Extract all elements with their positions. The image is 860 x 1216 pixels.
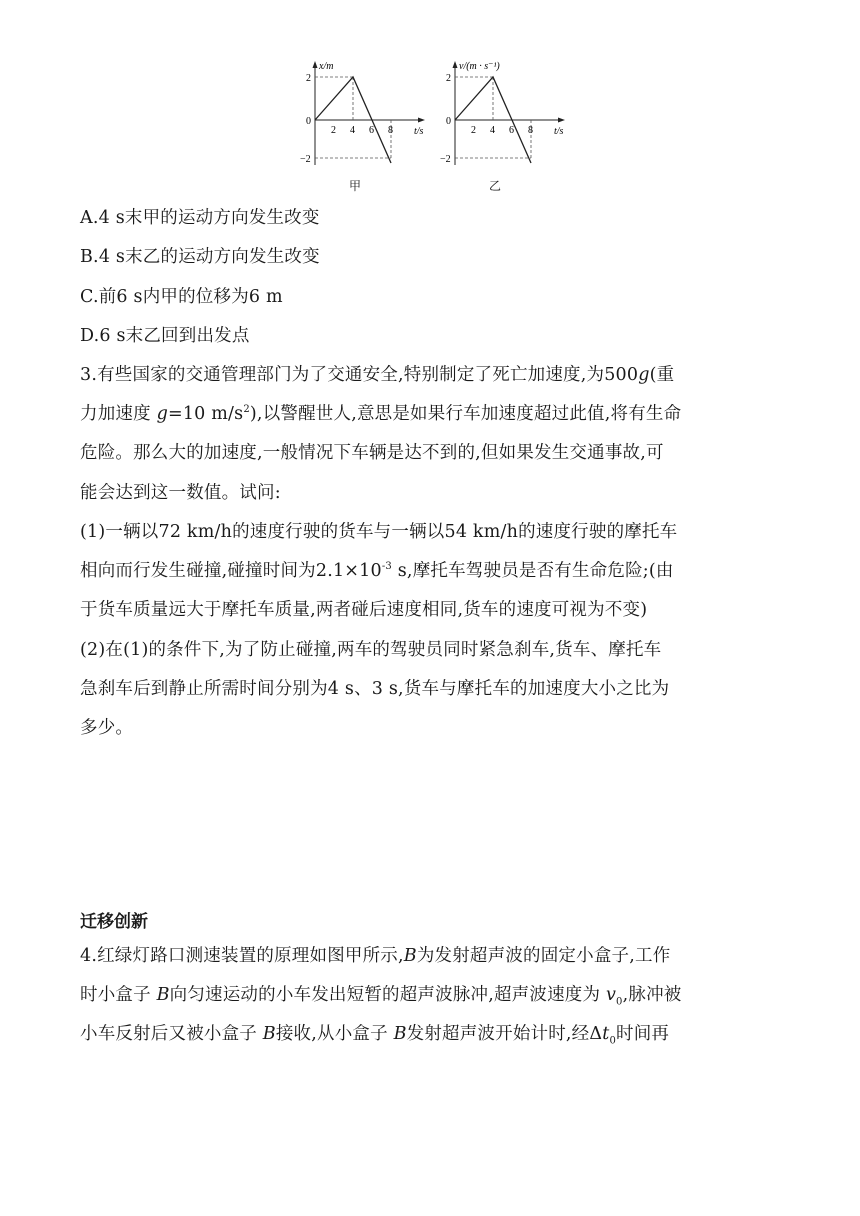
y-axis-label: x/m	[319, 61, 334, 72]
q3-part2-line-2: 急刹车后到静止所需时间分别为4 s、3 s,货车与摩托车的加速度大小之比为	[80, 679, 670, 699]
motion-graphs	[295, 55, 575, 195]
x-tick-2: 2	[331, 125, 336, 136]
q3-part2-line-1: (2)在(1)的条件下,为了防止碰撞,两车的驾驶员同时紧急刹车,货车、摩托车	[80, 640, 662, 660]
q3-line-3: 危险。那么大的加速度,一般情况下车辆是达不到的,但如果发生交通事故,可	[80, 443, 664, 463]
x-axis-label: t/s	[414, 126, 424, 137]
y-tick-neg2: −2	[300, 154, 311, 165]
x-tick-6: 6	[509, 125, 514, 136]
y-tick-neg2: −2	[440, 154, 451, 165]
y-tick-2: 2	[306, 73, 311, 84]
graph-yi-svg	[435, 55, 575, 180]
x-tick-2: 2	[471, 125, 476, 136]
y-tick-2: 2	[446, 73, 451, 84]
y-axis-arrow	[313, 61, 318, 68]
x-axis-label: t/s	[554, 126, 564, 137]
caption-jia: 甲	[348, 179, 361, 193]
caption-yi: 乙	[488, 179, 501, 193]
q3-line-2: 力加速度 g=10 $m/s^2$),以警醒世人,意思是如果行车加速度超过此值,将有生命	[80, 404, 682, 424]
option-b: B.4 s末乙的运动方向发生改变	[80, 247, 320, 267]
origin-label: 0	[306, 116, 311, 127]
q4-line-1: 4.红绿灯路口测速装置的原理如图甲所示,B为发射超声波的固定小盒子,工作	[80, 946, 671, 966]
x-axis-arrow	[418, 118, 425, 123]
option-d: D.6 s末乙回到出发点	[80, 326, 250, 346]
graph-yi	[435, 55, 575, 193]
option-c: C.前6 s内甲的位移为6 m	[80, 287, 283, 307]
q3-part1-line-1: (1)一辆以72 km/h的速度行驶的货车与一辆以54 km/h的速度行驶的摩托车	[80, 522, 678, 542]
q3-line-1: 3.有些国家的交通管理部门为了交通安全,特别制定了死亡加速度,为500g(重	[80, 365, 675, 385]
x-tick-8: 8	[388, 125, 393, 136]
graph-jia	[295, 55, 435, 193]
y-axis-label: v/(m · s⁻¹)	[459, 61, 500, 72]
origin-label: 0	[446, 116, 451, 127]
q4-line-3: 小车反射后又被小盒子 B接收,从小盒子 B发射超声波开始计时,经$\Delta t_0$时间再	[80, 1024, 670, 1047]
y-axis-arrow	[453, 61, 458, 68]
section-title: 迁移创新	[80, 912, 148, 932]
x-tick-6: 6	[369, 125, 374, 136]
q3-part1-line-2: 相向而行发生碰撞,碰撞时间为$2.1\times 10^{-3}$ s,摩托车驾驶员是否有生命危险;(由	[80, 561, 674, 581]
q3-part2-line-3: 多少。	[80, 718, 134, 738]
x-tick-4: 4	[490, 125, 495, 136]
graph-jia-svg	[295, 55, 435, 180]
q3-part1-line-3: 于货车质量远大于摩托车质量,两者碰后速度相同,货车的速度可视为不变)	[80, 600, 648, 620]
q4-line-2: 时小盒子 B向匀速运动的小车发出短暂的超声波脉冲,超声波速度为 $v_0$,脉冲被	[80, 985, 682, 1008]
x-axis-arrow	[558, 118, 565, 123]
q3-line-4: 能会达到这一数值。试问:	[80, 483, 281, 503]
x-tick-8: 8	[528, 125, 533, 136]
option-a: A.4 s末甲的运动方向发生改变	[80, 208, 320, 228]
x-tick-4: 4	[350, 125, 355, 136]
